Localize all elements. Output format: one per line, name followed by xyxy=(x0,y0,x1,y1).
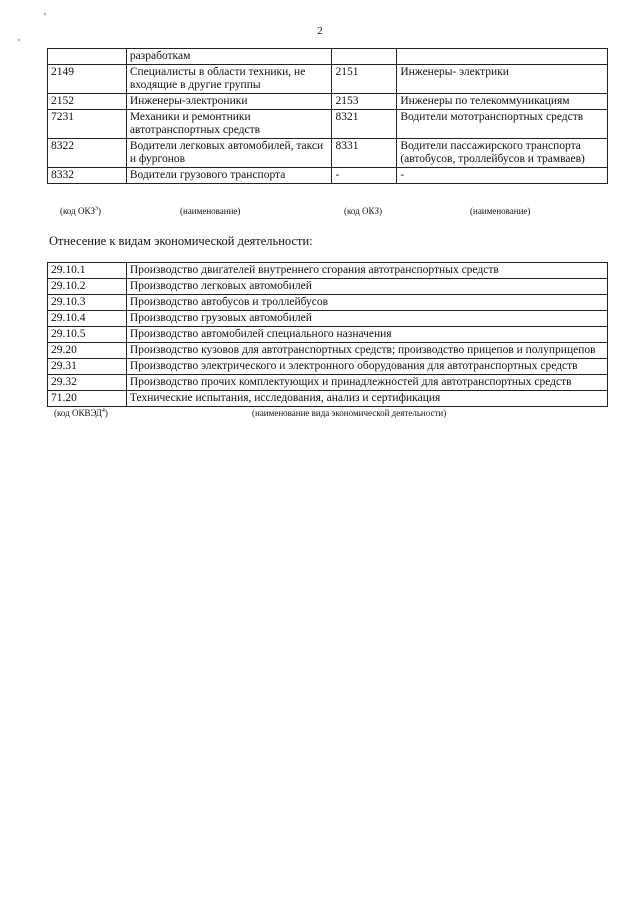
okz-code-cell: 8322 xyxy=(48,139,127,168)
okz-name-cell: Инженеры- электрики xyxy=(397,65,608,94)
okved-code-cell: 29.10.5 xyxy=(48,327,127,343)
caption-okved-name: (наименование вида экономической деятельности) xyxy=(252,408,447,418)
okz-name-cell: разработкам xyxy=(126,49,332,65)
okved-name-cell: Производство прочих комплектующих и принадлежностей для автотранспортных средств xyxy=(126,375,607,391)
okz-code-cell: 8321 xyxy=(332,110,397,139)
okz-name-cell xyxy=(397,49,608,65)
okz-name-cell: Специалисты в области техники, не входящие в другие группы xyxy=(126,65,332,94)
table-row xyxy=(48,94,608,110)
okved-code-cell: 29.32 xyxy=(48,375,127,391)
page-number: 2 xyxy=(317,25,323,37)
okved-name-cell: Производство легковых автомобилей xyxy=(126,279,607,295)
table-row xyxy=(48,343,608,359)
okz-code-cell: 8332 xyxy=(48,168,127,184)
okz-name-cell: Водители легковых автомобилей, такси и фургонов xyxy=(126,139,332,168)
okved-code-cell: 29.31 xyxy=(48,359,127,375)
caption-okz-code: (код ОКЗ$^3$) xyxy=(60,206,101,216)
okved-code-cell: 71.20 xyxy=(48,391,127,407)
okved-table xyxy=(47,262,608,407)
okved-section-title: Отнесение к видам экономической деятельности: xyxy=(49,234,313,248)
okved-name-cell: Производство кузовов для автотранспортных средств; производство прицепов и полуприцепов xyxy=(126,343,607,359)
okved-code-cell: 29.10.3 xyxy=(48,295,127,311)
okz-code-cell xyxy=(332,49,397,65)
table-row xyxy=(48,110,608,139)
table-row xyxy=(48,391,608,407)
okved-code-cell: 29.10.4 xyxy=(48,311,127,327)
table-row xyxy=(48,139,608,168)
okz-code-cell xyxy=(48,49,127,65)
table-row xyxy=(48,65,608,94)
okz-name-cell: Водители грузового транспорта xyxy=(126,168,332,184)
scan-mark-left: ' xyxy=(18,38,20,49)
caption-okz-code-2: (код ОКЗ) xyxy=(344,206,382,216)
table-row xyxy=(48,49,608,65)
okved-name-cell: Производство электрического и электронного оборудования для автотранспортных средств xyxy=(126,359,607,375)
table-row xyxy=(48,295,608,311)
okz-code-cell: - xyxy=(332,168,397,184)
okz-name-cell: Инженеры-электроники xyxy=(126,94,332,110)
okz-name-cell: Механики и ремонтники автотранспортных средств xyxy=(126,110,332,139)
okz-code-cell: 2149 xyxy=(48,65,127,94)
scan-mark-top: ' xyxy=(44,12,46,23)
caption-okz-name-2: (наименование) xyxy=(470,206,531,216)
table-row xyxy=(48,168,608,184)
okz-code-cell: 2151 xyxy=(332,65,397,94)
okz-code-cell: 2153 xyxy=(332,94,397,110)
table-row xyxy=(48,311,608,327)
okved-code-cell: 29.10.2 xyxy=(48,279,127,295)
table-row xyxy=(48,327,608,343)
okved-name-cell: Производство грузовых автомобилей xyxy=(126,311,607,327)
okved-code-cell: 29.20 xyxy=(48,343,127,359)
okved-code-cell: 29.10.1 xyxy=(48,263,127,279)
okz-code-cell: 8331 xyxy=(332,139,397,168)
okz-name-cell: Водители пассажирского транспорта (автобусов, троллейбусов и трамваев) xyxy=(397,139,608,168)
okz-code-cell: 2152 xyxy=(48,94,127,110)
okved-name-cell: Производство двигателей внутреннего сгорания автотранспортных средств xyxy=(126,263,607,279)
table-row xyxy=(48,375,608,391)
okved-name-cell: Производство автобусов и троллейбусов xyxy=(126,295,607,311)
okz-name-cell: Инженеры по телекоммуникациям xyxy=(397,94,608,110)
okz-table xyxy=(47,48,608,184)
table-row xyxy=(48,279,608,295)
okz-code-cell: 7231 xyxy=(48,110,127,139)
caption-okz-name: (наименование) xyxy=(180,206,241,216)
okz-name-cell: Водители мототранспортных средств xyxy=(397,110,608,139)
okz-name-cell: - xyxy=(397,168,608,184)
okved-name-cell: Технические испытания, исследования, анализ и сертификация xyxy=(126,391,607,407)
caption-okved-code: (код ОКВЭД$^4$) xyxy=(54,408,108,418)
okved-name-cell: Производство автомобилей специального назначения xyxy=(126,327,607,343)
table-row xyxy=(48,263,608,279)
table-row xyxy=(48,359,608,375)
